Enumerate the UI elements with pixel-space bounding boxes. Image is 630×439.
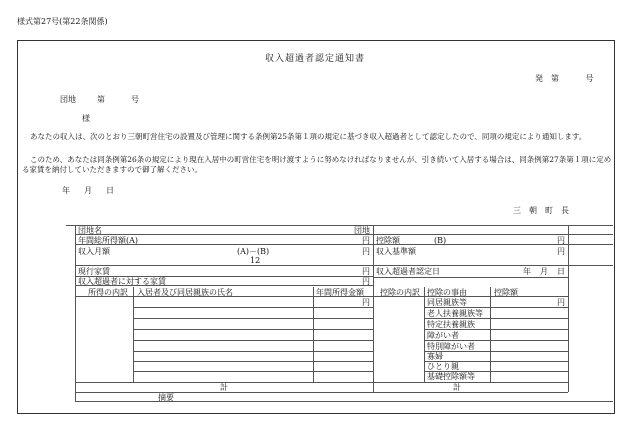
label-remarks: 摘要 [158,393,174,402]
label-monthly-income: 収入月額 [78,247,110,256]
document-title: 収入超過者認定通知書 [264,54,365,64]
label-deduction-reason: 控除の事由 [427,288,467,297]
unit-yen-income-col: 円 [362,298,370,307]
reason-1: 老人扶養親族等 [427,309,483,318]
unit-yen-over: 円 [362,277,370,286]
formula-numerator: (A)－(B) [237,247,270,256]
notice-paragraph-2: このため、あなたは同条例第26条の規定により現在入居中の町営住宅を明け渡すように努めなければなりませんが、引き続いて入居する場合は、同条例第27条第１項に定める家賃を納付していただきますので御了解ください。 [22,155,612,174]
label-cert-date: 収入超過者認定日 [376,267,440,276]
reason-0: 同居親族等 [427,298,467,307]
label-danchi-name: 団地名 [78,226,102,235]
reason-5: 寡婦 [427,352,443,361]
unit-yen-rent: 円 [362,267,370,276]
reason-2: 特定扶養親族 [427,320,475,329]
issue-suffix: 号 [585,74,594,83]
date-month: 月 [84,186,92,195]
label-danchi: 団地 [354,226,370,235]
addressee-dai: 第 [97,95,105,104]
addressee-sama: 様 [82,114,90,123]
label-rent-for-over: 収入超過者に対する家賃 [78,277,166,286]
unit-yen-deduction-col: 円 [557,298,565,307]
label-b: (B) [434,236,447,245]
unit-yen-b: 円 [557,236,565,245]
unit-yen-a: 円 [362,236,370,245]
cert-date-year: 年 [523,267,531,276]
form-reference: 様式第27号(第22条関係) [17,17,108,26]
addressee-danchi: 団地 [60,95,76,104]
label-deduction-breakdown: 控除の内訳 [380,288,420,297]
reason-4: 特別障がい者 [427,342,475,351]
label-deduction-amount: 控除額 [494,288,518,297]
label-annual-income-amount: 年間所得金額 [316,288,364,297]
cert-date-month: 月 [540,267,548,276]
unit-yen-standard: 円 [557,247,565,256]
issue-number [535,74,594,83]
total-deduction: 計 [453,383,461,392]
unit-yen-monthly: 円 [362,247,370,256]
label-income-breakdown: 所得の内訳 [88,288,128,297]
cert-date-day: 日 [557,267,565,276]
label-occupants-name: 入居者及び同居親族の氏名 [137,288,233,297]
addressee-go: 号 [131,95,139,104]
label-deduction: 控除額 [376,236,400,245]
reason-7: 基礎控除額等 [427,372,475,381]
total-income: 計 [220,383,228,392]
notice-paragraph-1: あなたの収入は、次のとおり三朝町営住宅の設置及び管理に関する条例第25条第１項の規定に基づき収入超過者として認定したので、同項の規定により通知します。 [30,132,587,141]
formula-divisor: 12 [250,256,261,265]
issuer-name: 三 朝 町 長 [513,206,569,215]
date-day: 日 [106,186,114,195]
document-frame [17,40,615,414]
reason-6: ひとり親 [427,362,459,371]
label-annual-total-income: 年間総所得額(A) [78,236,139,245]
label-income-standard: 収入基準額 [376,247,416,256]
label-current-rent: 現行家賃 [78,267,110,276]
reason-3: 障がい者 [427,331,459,340]
issue-prefix: 発 第 [535,74,559,83]
date-year: 年 [62,186,70,195]
